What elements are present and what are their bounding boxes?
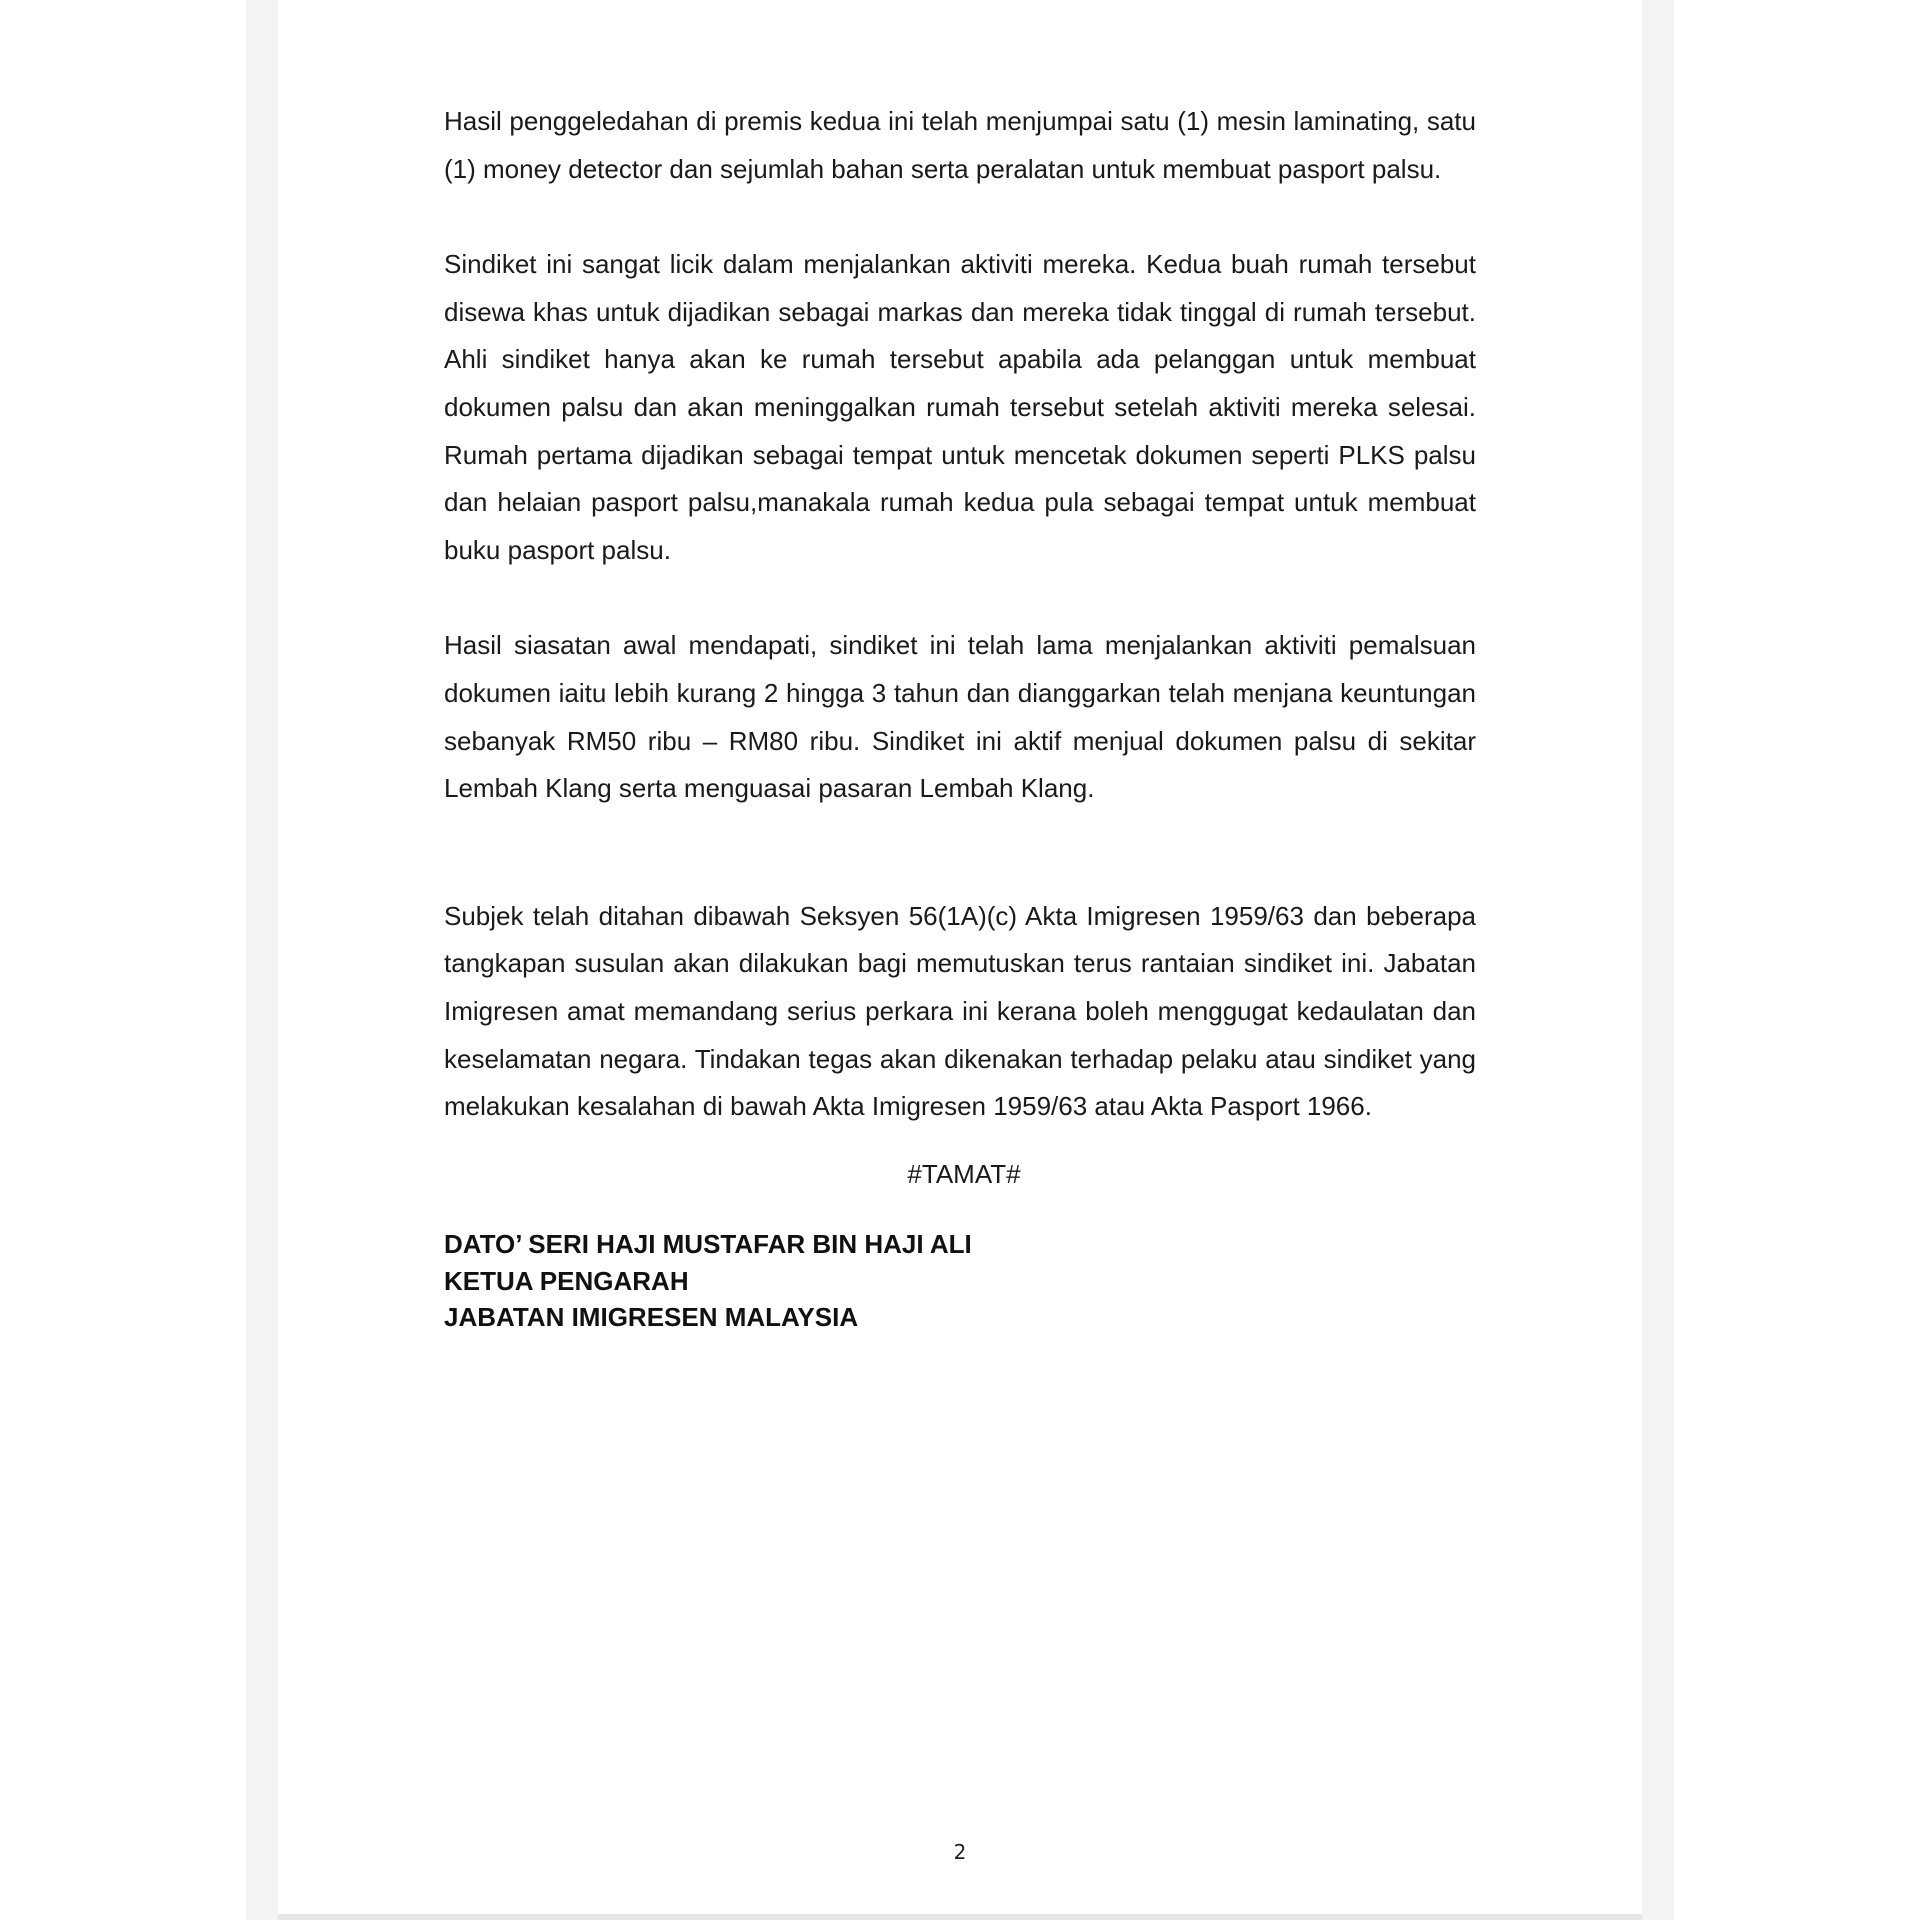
- signatory-organization: JABATAN IMIGRESEN MALAYSIA: [444, 1302, 859, 1333]
- signature-block: [444, 1226, 1476, 1336]
- end-marker: #TAMAT#: [907, 1158, 1021, 1189]
- signatory-title: KETUA PENGARAH: [444, 1265, 689, 1296]
- paragraph-investigation-results: Hasil siasatan awal mendapati, sindiket ini telah lama menjalankan aktiviti pemalsuan dokumen iaitu lebih kurang 2 hingga 3 tahun dan dianggarkan telah menjana keuntungan sebanyak RM50 ribu – RM80 ribu. Sindiket ini aktif menjual dokumen palsu di sekitar Lembah Klang serta menguasai pasaran Lembah Klang.: [444, 630, 1476, 804]
- page-bottom-edge: [278, 1914, 1642, 1920]
- paragraph-syndicate-method: Sindiket ini sangat licik dalam menjalankan aktiviti mereka. Kedua buah rumah tersebut disewa khas untuk dijadikan sebagai markas dan mereka tidak tinggal di rumah tersebut. Ahli sindiket hanya akan ke rumah tersebut apabila ada pelanggan untuk membuat dokumen palsu dan akan meninggalkan rumah tersebut setelah aktiviti mereka selesai. Rumah pertama dijadikan sebagai tempat untuk mencetak dokumen seperti PLKS palsu dan helaian pasport palsu,manakala rumah kedua pula sebagai tempat untuk membuat buku pasport palsu.: [444, 249, 1476, 565]
- paragraph-search-findings: Hasil penggeledahan di premis kedua ini telah menjumpai satu (1) mesin laminating, satu (1) money detector dan sejumlah bahan serta peralatan untuk membuat pasport palsu.: [444, 106, 1476, 184]
- paragraph-arrest-action: Subjek telah ditahan dibawah Seksyen 56(1A)(c) Akta Imigresen 1959/63 dan beberapa tangkapan susulan akan dilakukan bagi memutuskan terus rantaian sindiket ini. Jabatan Imigresen amat memandang serius perkara ini kerana boleh menggugat kedaulatan dan keselamatan negara. Tindakan tegas akan dikenakan terhadap pelaku atau sindiket yang melakukan kesalahan di bawah Akta Imigresen 1959/63 atau Akta Pasport 1966.: [444, 900, 1476, 1122]
- page-content: [444, 98, 1476, 1336]
- page-number: 2: [953, 1840, 967, 1864]
- signatory-name: DATO’ SERI HAJI MUSTAFAR BIN HAJI ALI: [444, 1229, 972, 1260]
